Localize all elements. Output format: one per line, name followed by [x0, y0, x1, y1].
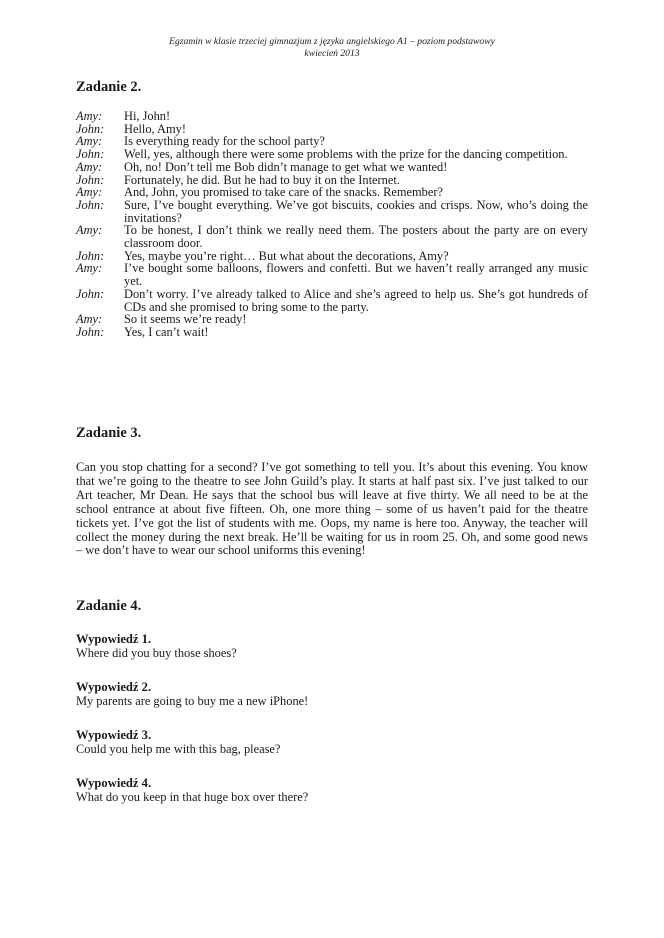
utterance: Yes, I can’t wait!: [124, 324, 209, 339]
page-header: [0, 36, 664, 60]
speaker: John:: [76, 248, 105, 263]
speaker: Amy:: [76, 185, 103, 200]
task4-item-text: What do you keep in that huge box over there?: [76, 790, 309, 804]
header-date: kwiecień 2013: [304, 48, 360, 59]
speaker: Amy:: [76, 109, 103, 123]
utterance: Don’t worry. I’ve already talked to Alice and she’s agreed to help us. She’s got hundreds of CDs and she promised to bring some to the party.: [124, 286, 588, 314]
utterance: To be honest, I don’t think we really need them. The posters about the party are on every classroom door.: [124, 223, 588, 251]
dialogue-line: [76, 224, 588, 249]
utterance: Well, yes, although there were some problems with the prize for the dancing competition.: [124, 147, 568, 162]
dialogue-line: [76, 326, 588, 339]
task4-item-label: Wypowiedź 2.: [76, 680, 152, 694]
utterance: Oh, no! Don’t tell me Bob didn’t manage to get what we wanted!: [124, 159, 448, 174]
task3-title: Zadanie 3.: [76, 425, 142, 441]
task4-item-label: Wypowiedź 1.: [76, 632, 152, 646]
speaker: John:: [76, 172, 105, 187]
utterance: Fortunately, he did. But he had to buy it on the Internet.: [124, 172, 400, 187]
utterance: Hi, John!: [124, 109, 171, 123]
speaker: John:: [76, 121, 105, 136]
speaker: John:: [76, 324, 105, 339]
speaker: John:: [76, 147, 105, 162]
task4-title: Zadanie 4.: [76, 598, 142, 614]
utterance: I’ve bought some balloons, flowers and confetti. But we haven’t really arranged any music yet.: [124, 261, 588, 289]
dialogue-line: [76, 110, 588, 123]
speaker: Amy:: [76, 312, 103, 327]
dialogue-line: [76, 288, 588, 313]
dialogue-line: [76, 262, 588, 287]
utterance: Yes, maybe you’re right… But what about the decorations, Amy?: [124, 248, 449, 263]
dialogue-line: [76, 199, 588, 224]
utterance: So it seems we’re ready!: [124, 312, 247, 327]
utterance: Sure, I’ve bought everything. We’ve got biscuits, cookies and crisps. Now, who’s doing the invitations?: [124, 197, 588, 225]
task4-item-text: Where did you buy those shoes?: [76, 646, 237, 660]
speaker: Amy:: [76, 261, 103, 276]
speaker: Amy:: [76, 134, 103, 149]
task4-item-label: Wypowiedź 4.: [76, 776, 152, 790]
utterance: And, John, you promised to take care of the snacks. Remember?: [124, 185, 443, 200]
dialogue-line: [76, 161, 588, 174]
task2-dialogue: [76, 110, 588, 339]
speaker: Amy:: [76, 159, 103, 174]
utterance: Hello, Amy!: [124, 121, 186, 136]
header-title: Egzamin w klasie trzeciej gimnazjum z języka angielskiego A1 – poziom podstawowy: [169, 36, 495, 47]
task4-item-label: Wypowiedź 3.: [76, 728, 152, 742]
speaker: John:: [76, 197, 105, 212]
task3-paragraph: Can you stop chatting for a second? I’ve got something to tell you. It’s about this evening. You know that we’re going to the theatre to see John Guild’s play. It starts at half past six. I’ve just talked to our Art teacher, Mr Dean. He says that the school bus will leave at five thirty. We all need to be at the school entrance at about five fifteen. Oh, one more thing – some of us haven’t paid for the theatre tickets yet. I’ve got the list of students with me. Oops, my name is here too. Anyway, the teacher will collect the money during the next break. He’ll be waiting for us in room 25. Oh, and some good news – we don’t have to wear our school uniforms this evening!: [76, 460, 588, 558]
task4-item-text: My parents are going to buy me a new iPhone!: [76, 694, 309, 708]
speaker: Amy:: [76, 223, 103, 238]
utterance: Is everything ready for the school party?: [124, 134, 325, 149]
task4-item-text: Could you help me with this bag, please?: [76, 742, 281, 756]
speaker: John:: [76, 286, 105, 301]
task2-title: Zadanie 2.: [76, 79, 142, 95]
dialogue-line: [76, 148, 588, 161]
